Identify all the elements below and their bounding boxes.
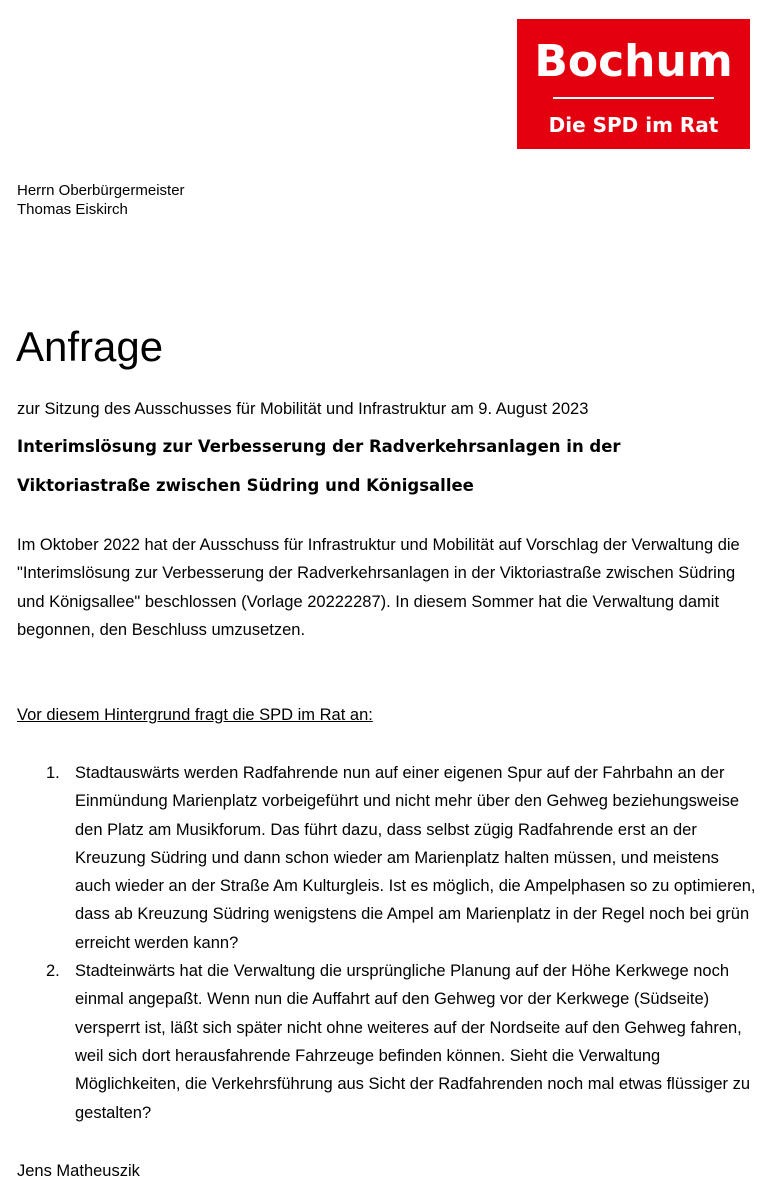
recipient-name: Thomas Eiskirch [17,201,128,218]
signature: Jens Matheuszik [17,1162,140,1180]
question-item [17,957,757,1127]
question-number: 2. [46,962,60,981]
recipient-title: Herrn Oberbürgermeister [17,182,185,199]
intro-paragraph: Im Oktober 2022 hat der Ausschuss für Infrastruktur und Mobilität auf Vorschlag der Verwaltung die "Interimslösung zur Verbesserung der Radverkehrsanlagen in der Viktoriastraße zwischen Südring und Königsallee" beschlossen (Vorlage 20222287). In diesem Sommer hat die Verwaltung damit begonnen, den Beschluss umzusetzen. [17,536,740,639]
question-item [17,759,757,957]
questions-list [17,759,757,1127]
document-title: Anfrage [16,323,164,370]
question-text: Stadteinwärts hat die Verwaltung die ursprüngliche Planung auf der Höhe Kerkwege noch einmal angepaßt. Wenn nun die Auffahrt auf den Gehweg vor der Kerkwege (Südseite) versperrt ist, läßt sich später nicht ohne weiteres auf der Nordseite auf den Gehweg fahren, weil sich dort herausfahrende Fahrzeuge befinden können. Sieht die Verwaltung Möglichkeiten, die Verkehrsführung aus Sicht der Radfahrenden noch mal etwas flüssiger zu gestalten? [75,962,751,1122]
questions-lead-in: Vor diesem Hintergrund fragt die SPD im Rat an: [17,706,373,724]
logo-party: Die SPD im Rat [548,113,719,137]
recipient-address [17,181,185,219]
subject-heading: Interimslösung zur Verbesserung der Radverkehrsanlagen in der Viktoriastraße zwischen Südring und Königsallee [17,437,621,495]
spd-bochum-logo [517,19,750,149]
logo-divider [553,97,714,99]
logo-city: Bochum [534,36,733,87]
meeting-line: zur Sitzung des Ausschusses für Mobilität und Infrastruktur am 9. August 2023 [17,400,589,418]
question-text: Stadtauswärts werden Radfahrende nun auf einer eigenen Spur auf der Fahrbahn an der Einmündung Marienplatz vorbeigeführt und nicht mehr über den Gehweg beziehungsweise den Platz am Musikforum. Das führt dazu, dass selbst zügig Radfahrende erst an der Kreuzung Südring und dann schon wieder am Marienplatz halten müssen, und meistens auch wieder an der Straße Am Kulturgleis. Ist es möglich, die Ampelphasen so zu optimieren, dass ab Kreuzung Südring wenigstens die Ampel am Marienplatz in der Regel noch bei grün erreicht werden kann? [75,764,756,952]
question-number: 1. [46,764,60,782]
